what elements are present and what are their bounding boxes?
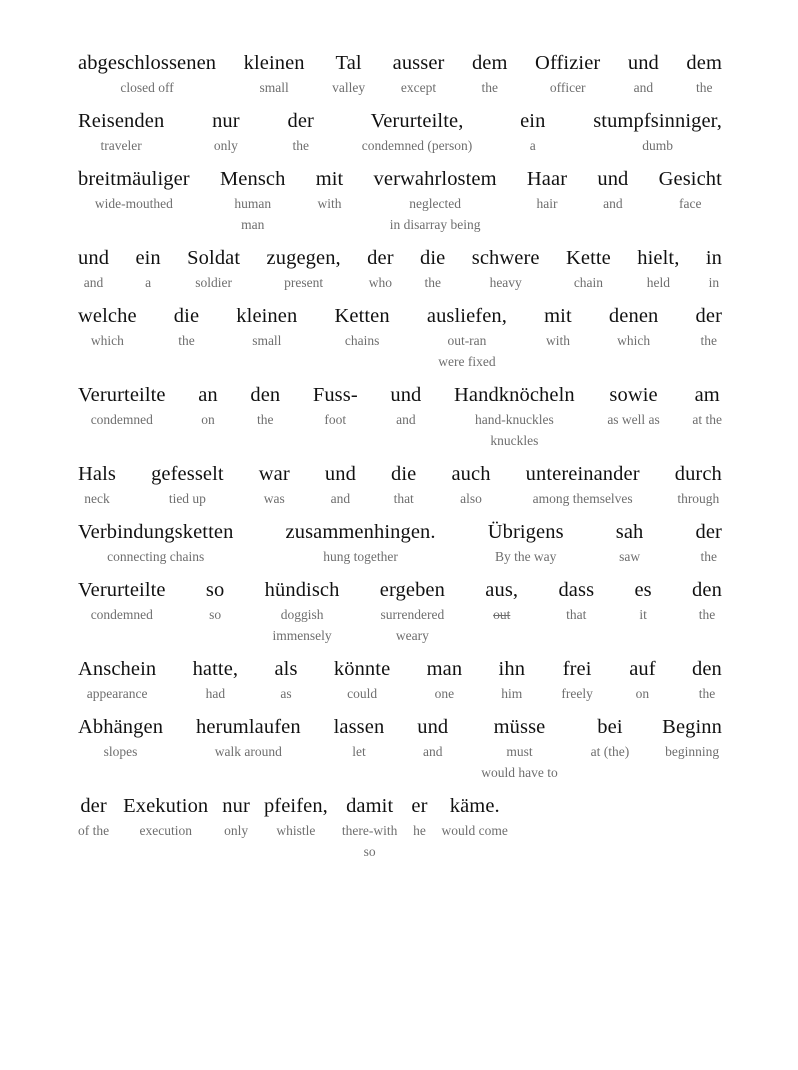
gloss-line — [78, 382, 722, 451]
gloss-word: so — [209, 607, 222, 622]
gloss-word: tied up — [168, 491, 206, 506]
gloss-word: at the — [692, 412, 722, 427]
word-unit — [662, 714, 722, 762]
source-word: auf — [629, 658, 656, 680]
gloss-line — [78, 714, 722, 783]
source-word: dem — [686, 52, 722, 74]
gloss-word: held — [646, 275, 670, 290]
source-word: an — [198, 384, 218, 406]
word-unit — [520, 108, 545, 156]
source-word: ausliefen, — [426, 305, 507, 327]
gloss-word: hand-knuckles — [474, 412, 554, 427]
gloss-word: neglected — [409, 196, 461, 211]
word-unit — [566, 245, 611, 293]
word-unit — [427, 303, 507, 372]
gloss-word: was — [263, 491, 285, 506]
gloss-word: execution — [139, 823, 192, 838]
source-word: kleinen — [236, 305, 298, 327]
word-unit — [250, 382, 280, 430]
gloss-word: traveler — [100, 138, 142, 153]
gloss-line — [78, 303, 722, 372]
word-unit — [544, 303, 572, 351]
gloss-word: the — [700, 549, 717, 564]
gloss-word: let — [352, 744, 366, 759]
gloss-word: in — [708, 275, 720, 290]
word-unit — [151, 461, 224, 509]
source-word: Abhängen — [78, 716, 164, 738]
gloss-word: neck — [84, 491, 110, 506]
source-word: Verurteilte — [78, 384, 166, 406]
source-word: herumlaufen — [195, 716, 301, 738]
word-unit — [316, 166, 344, 214]
gloss-word: doggish — [280, 607, 324, 622]
word-unit — [325, 461, 356, 509]
word-unit — [427, 656, 463, 704]
source-word: die — [420, 247, 446, 269]
word-unit — [411, 793, 427, 841]
word-unit — [187, 245, 240, 293]
word-unit — [78, 108, 164, 156]
source-word: Offizier — [535, 52, 601, 74]
source-word: der — [80, 795, 107, 817]
word-unit — [244, 50, 305, 98]
gloss-word-secondary: weary — [395, 628, 429, 643]
word-unit — [696, 519, 722, 567]
gloss-word: would come — [441, 823, 508, 838]
gloss-word: whistle — [276, 823, 316, 838]
gloss-word-struck: out — [493, 607, 511, 622]
source-word: den — [250, 384, 281, 406]
word-unit — [454, 382, 575, 451]
word-unit — [334, 714, 385, 762]
source-word: Beginn — [662, 716, 722, 738]
word-unit — [313, 382, 358, 430]
word-unit — [597, 166, 628, 214]
word-unit — [535, 50, 600, 98]
word-unit — [629, 656, 655, 704]
source-word: Anschein — [78, 658, 157, 680]
source-word: untereinander — [525, 463, 640, 485]
source-word: ergeben — [379, 579, 445, 601]
source-word: der — [695, 521, 722, 543]
gloss-word: chain — [573, 275, 604, 290]
word-unit — [286, 519, 436, 567]
gloss-word: the — [698, 607, 716, 622]
gloss-word: condemned — [90, 607, 153, 622]
word-unit — [78, 461, 116, 509]
word-unit — [78, 245, 109, 293]
gloss-word: the — [695, 80, 713, 95]
source-word: in — [705, 247, 722, 269]
source-word: Mensch — [219, 168, 286, 190]
source-word: ausser — [392, 52, 445, 74]
word-unit — [675, 461, 722, 509]
source-word: und — [417, 716, 449, 738]
gloss-word-secondary: knuckles — [490, 433, 539, 448]
source-word: hielt, — [637, 247, 680, 269]
gloss-word: heavy — [489, 275, 522, 290]
source-word: hatte, — [192, 658, 239, 680]
gloss-word: and — [603, 196, 623, 211]
gloss-word: slopes — [103, 744, 138, 759]
gloss-word: at (the) — [590, 744, 630, 759]
gloss-word: small — [259, 80, 289, 95]
gloss-word: the — [257, 412, 274, 427]
word-unit — [692, 577, 722, 625]
source-word: bei — [597, 716, 623, 738]
gloss-word: with — [545, 333, 570, 348]
source-word: die — [173, 305, 200, 327]
gloss-word: face — [679, 196, 702, 211]
gloss-word: and — [83, 275, 104, 290]
gloss-line — [78, 793, 722, 862]
word-unit — [481, 714, 558, 783]
source-word: stumpfsinniger, — [593, 110, 722, 132]
word-unit — [593, 108, 722, 156]
word-unit — [526, 461, 640, 509]
word-unit — [222, 793, 250, 841]
source-word: zugegen, — [266, 247, 341, 269]
gloss-word: chains — [344, 333, 380, 348]
word-unit — [417, 714, 448, 762]
gloss-line — [78, 577, 722, 646]
gloss-word: he — [413, 823, 426, 838]
source-word: abgeschlossenen — [78, 52, 217, 74]
gloss-line — [78, 461, 722, 509]
word-unit — [561, 656, 592, 704]
gloss-word: him — [501, 686, 523, 701]
source-word: welche — [78, 305, 137, 327]
gloss-word: there-with — [341, 823, 398, 838]
word-unit — [193, 656, 239, 704]
source-word: er — [411, 795, 428, 817]
gloss-word: on — [635, 686, 650, 701]
gloss-line — [78, 108, 722, 156]
source-word: auch — [451, 463, 491, 485]
gloss-word: the — [698, 686, 716, 701]
source-word: Ketten — [334, 305, 390, 327]
gloss-line — [78, 50, 722, 98]
source-word: und — [78, 247, 110, 269]
word-unit — [628, 50, 659, 98]
source-word: könnte — [333, 658, 391, 680]
word-unit — [78, 303, 137, 351]
source-word: gefesselt — [151, 463, 224, 485]
source-word: Verurteilte — [78, 579, 166, 601]
word-unit — [212, 108, 240, 156]
word-unit — [472, 50, 508, 98]
gloss-word: human — [234, 196, 272, 211]
word-unit — [220, 166, 286, 235]
word-unit — [442, 793, 508, 841]
word-unit — [78, 793, 109, 841]
word-unit — [393, 50, 445, 98]
word-unit — [334, 303, 389, 351]
gloss-word: among themselves — [532, 491, 633, 506]
word-unit — [332, 50, 365, 98]
word-unit — [265, 577, 340, 646]
source-word: durch — [674, 463, 722, 485]
word-unit — [274, 656, 297, 704]
word-unit — [198, 382, 218, 430]
source-word: schwere — [471, 247, 540, 269]
source-word: Übrigens — [487, 521, 564, 543]
word-unit — [259, 461, 290, 509]
gloss-word: except — [400, 80, 437, 95]
source-word: Soldat — [187, 247, 241, 269]
source-word: Fuss- — [312, 384, 358, 406]
word-unit — [78, 519, 233, 567]
source-word: und — [627, 52, 659, 74]
source-word: war — [258, 463, 290, 485]
gloss-word: wide-mouthed — [94, 196, 173, 211]
gloss-word: hair — [536, 196, 558, 211]
word-unit — [616, 519, 644, 567]
word-unit — [78, 577, 166, 625]
gloss-word: the — [481, 80, 498, 95]
word-unit — [78, 382, 166, 430]
gloss-word: present — [284, 275, 324, 290]
source-word: am — [694, 384, 720, 406]
gloss-word: closed off — [120, 80, 174, 95]
source-word: der — [287, 110, 314, 132]
gloss-word: small — [252, 333, 282, 348]
source-word: käme. — [449, 795, 500, 817]
gloss-word-secondary: immensely — [272, 628, 332, 643]
source-word: der — [695, 305, 722, 327]
source-word: dass — [558, 579, 595, 601]
gloss-word: one — [434, 686, 455, 701]
source-word: den — [692, 579, 722, 601]
gloss-word: and — [423, 744, 443, 759]
word-unit — [609, 303, 658, 351]
word-unit — [380, 577, 445, 646]
word-unit — [78, 166, 190, 214]
gloss-word-secondary: in disarray being — [389, 217, 481, 232]
gloss-word: the — [292, 138, 309, 153]
word-unit — [174, 303, 199, 351]
source-word: hündisch — [264, 579, 340, 601]
source-word: lassen — [333, 716, 385, 738]
word-unit — [196, 714, 301, 762]
source-word: es — [634, 579, 652, 601]
gloss-word: as — [280, 686, 292, 701]
word-unit — [706, 245, 722, 293]
gloss-line — [78, 519, 722, 567]
source-word: den — [692, 658, 722, 680]
gloss-word: and — [396, 412, 416, 427]
word-unit — [135, 245, 160, 293]
gloss-word: must — [506, 744, 533, 759]
gloss-word: which — [90, 333, 124, 348]
source-word: frei — [562, 658, 592, 680]
gloss-word: as well as — [607, 412, 660, 427]
source-word: als — [274, 658, 298, 680]
gloss-word: condemned — [90, 412, 153, 427]
source-word: mit — [544, 305, 572, 327]
gloss-word: of the — [78, 823, 110, 838]
source-word: breitmäuliger — [78, 168, 190, 190]
gloss-word: a — [529, 138, 536, 153]
gloss-word: had — [205, 686, 226, 701]
source-word: Handknöcheln — [453, 384, 575, 406]
gloss-word: that — [566, 607, 587, 622]
gloss-word: connecting chains — [107, 549, 205, 564]
source-word: ihn — [498, 658, 526, 680]
word-unit — [527, 166, 567, 214]
source-word: der — [367, 247, 394, 269]
word-unit — [390, 382, 421, 430]
gloss-word-secondary: would have to — [481, 765, 558, 780]
source-word: man — [426, 658, 463, 680]
gloss-word: a — [145, 275, 152, 290]
word-unit — [607, 382, 659, 430]
word-unit — [391, 461, 416, 509]
source-word: und — [324, 463, 356, 485]
source-word: ein — [520, 110, 546, 132]
source-word: so — [205, 579, 225, 601]
gloss-word: and — [633, 80, 654, 95]
source-word: dem — [471, 52, 508, 74]
gloss-word: By the way — [494, 549, 557, 564]
gloss-word: hung together — [323, 549, 398, 564]
source-word: die — [391, 463, 417, 485]
source-word: pfeifen, — [263, 795, 328, 817]
gloss-word: soldier — [195, 275, 233, 290]
source-word: Haar — [526, 168, 568, 190]
interlinear-gloss-text — [78, 50, 722, 872]
gloss-word-secondary: were fixed — [438, 354, 496, 369]
word-unit — [367, 245, 393, 293]
word-unit — [78, 714, 163, 762]
source-word: damit — [346, 795, 394, 817]
word-unit — [78, 656, 156, 704]
word-unit — [334, 656, 390, 704]
gloss-word: could — [347, 686, 378, 701]
gloss-word: out-ran — [447, 333, 487, 348]
word-unit — [472, 245, 540, 293]
word-unit — [342, 793, 397, 862]
source-word: ein — [135, 247, 161, 269]
word-unit — [374, 166, 497, 235]
word-unit — [692, 656, 722, 704]
gloss-line — [78, 166, 722, 235]
gloss-word: the — [424, 275, 441, 290]
source-word: nur — [222, 795, 250, 817]
source-word: und — [597, 168, 629, 190]
gloss-word: on — [201, 412, 215, 427]
source-word: aus, — [485, 579, 519, 601]
gloss-word: surrendered — [380, 607, 445, 622]
word-unit — [485, 577, 518, 625]
source-word: zusammenhingen. — [285, 521, 436, 543]
gloss-word: with — [317, 196, 342, 211]
source-word: Gesicht — [658, 168, 722, 190]
gloss-word: saw — [619, 549, 641, 564]
gloss-word: beginning — [665, 744, 720, 759]
source-word: sah — [615, 521, 644, 543]
word-unit — [267, 245, 341, 293]
gloss-line — [78, 656, 722, 704]
gloss-word: appearance — [86, 686, 148, 701]
source-word: mit — [315, 168, 344, 190]
word-unit — [558, 577, 594, 625]
source-word: Exekution — [123, 795, 209, 817]
gloss-word: only — [224, 823, 249, 838]
source-word: denen — [608, 305, 659, 327]
gloss-word: dumb — [642, 138, 673, 153]
word-unit — [78, 50, 216, 98]
word-unit — [659, 166, 722, 214]
source-word: Reisenden — [78, 110, 165, 132]
word-unit — [123, 793, 208, 841]
gloss-word: condemned (person) — [361, 138, 473, 153]
gloss-word-secondary: so — [363, 844, 376, 859]
source-word: verwahrlostem — [373, 168, 497, 190]
source-word: nur — [212, 110, 240, 132]
gloss-word: it — [639, 607, 647, 622]
source-word: Tal — [335, 52, 362, 74]
gloss-word: walk around — [214, 744, 282, 759]
gloss-word: which — [617, 333, 651, 348]
gloss-word: foot — [324, 412, 347, 427]
source-word: und — [390, 384, 422, 406]
source-word: kleinen — [243, 52, 305, 74]
word-unit — [692, 382, 722, 430]
word-unit — [591, 714, 630, 762]
gloss-word: and — [330, 491, 351, 506]
gloss-word: through — [677, 491, 720, 506]
gloss-line — [78, 245, 722, 293]
word-unit — [206, 577, 224, 625]
word-unit — [264, 793, 328, 841]
source-word: sowie — [609, 384, 658, 406]
gloss-word: the — [178, 333, 195, 348]
gloss-word: valley — [332, 80, 366, 95]
gloss-word: the — [700, 333, 717, 348]
gloss-word: officer — [549, 80, 586, 95]
word-unit — [420, 245, 445, 293]
gloss-word: only — [213, 138, 238, 153]
word-unit — [637, 245, 679, 293]
word-unit — [451, 461, 490, 509]
word-unit — [634, 577, 651, 625]
gloss-word-secondary: man — [241, 217, 265, 232]
word-unit — [362, 108, 473, 156]
word-unit — [287, 108, 313, 156]
source-word: müsse — [493, 716, 546, 738]
source-word: Verbindungsketten — [78, 521, 234, 543]
word-unit — [236, 303, 297, 351]
word-unit — [499, 656, 526, 704]
word-unit — [696, 303, 722, 351]
gloss-word: also — [460, 491, 482, 506]
gloss-word: who — [368, 275, 393, 290]
source-word: Kette — [565, 247, 611, 269]
gloss-word: that — [393, 491, 414, 506]
word-unit — [488, 519, 564, 567]
word-unit — [686, 50, 722, 98]
source-word: Hals — [78, 463, 116, 485]
gloss-word: freely — [561, 686, 593, 701]
source-word: Verurteilte, — [370, 110, 464, 132]
